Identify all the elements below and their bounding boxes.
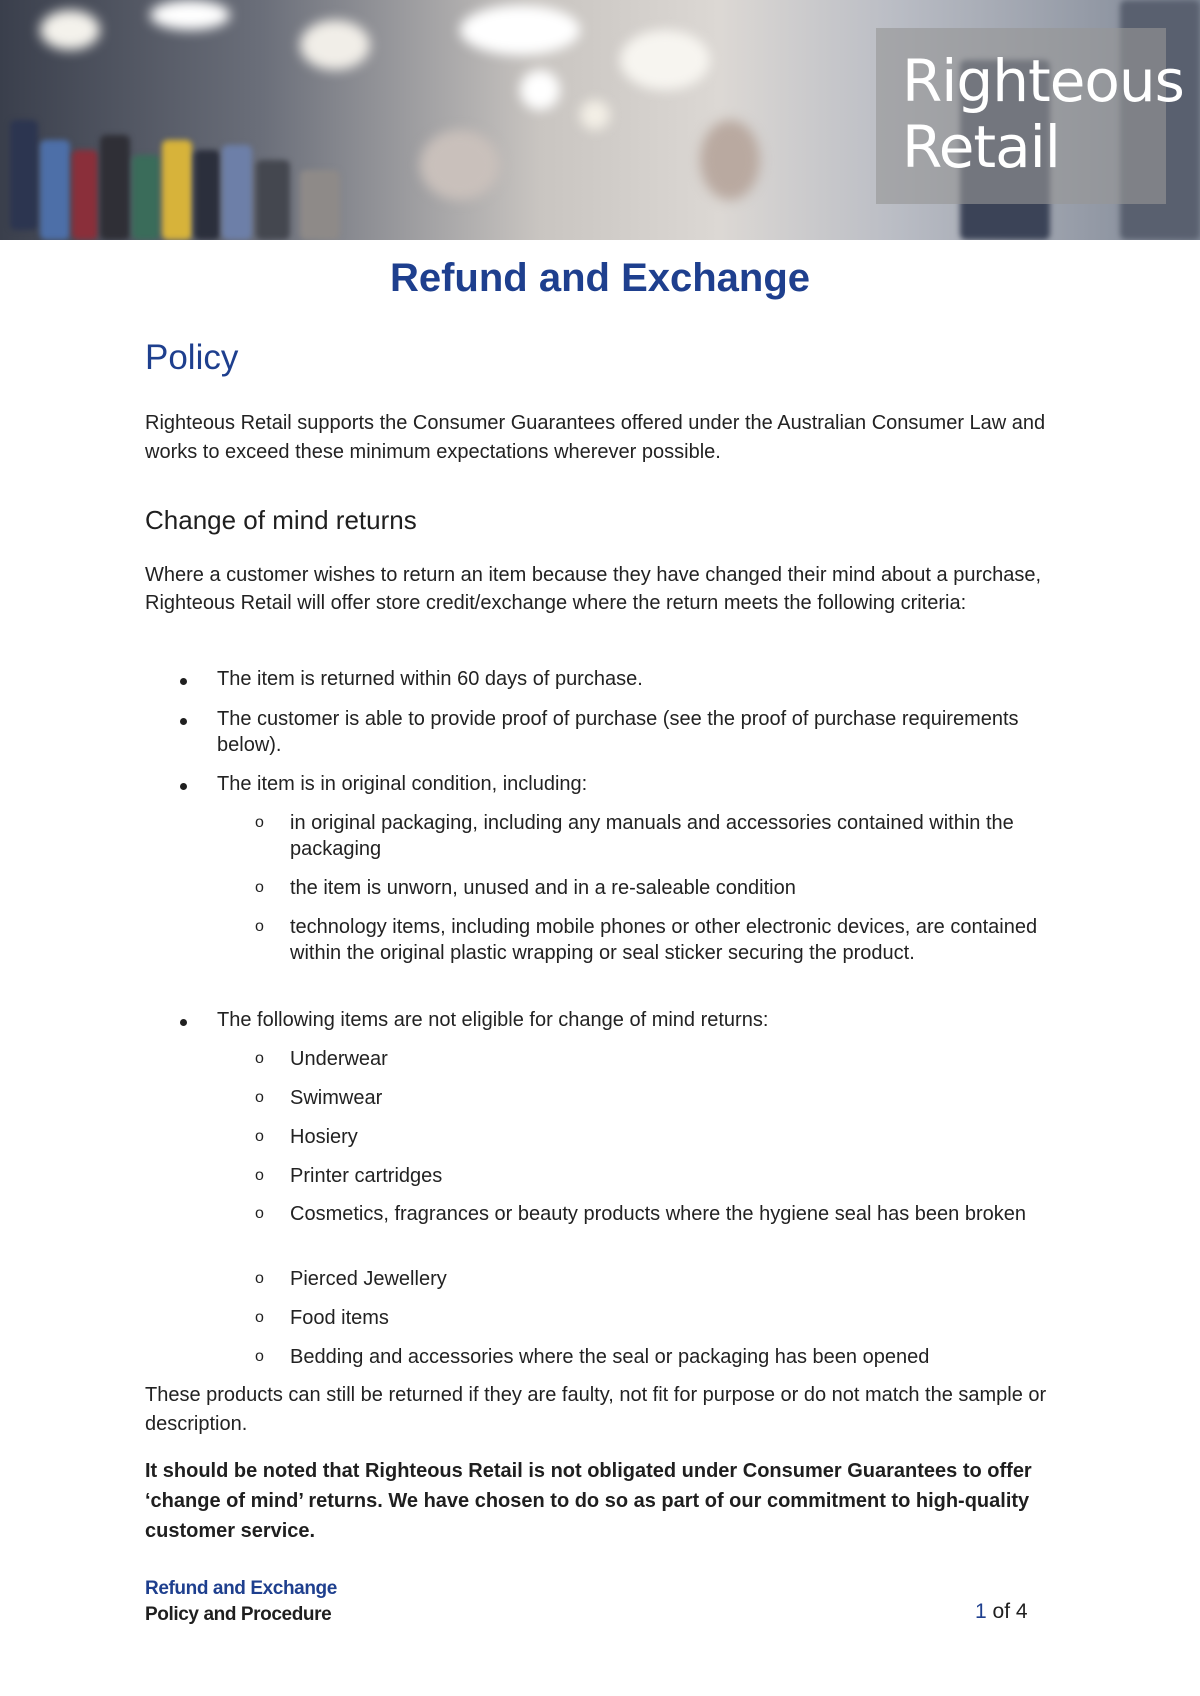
sub-list-item-text: Hosiery (290, 1126, 358, 1148)
page-current: 1 (975, 1600, 987, 1623)
sub-list-item (255, 1344, 1060, 1370)
list-item (180, 771, 1060, 797)
sub-list-item (255, 875, 1060, 901)
faulty-note-paragraph: These products can still be returned if they are faulty, not fit for purpose or do not match the sample or description. (145, 1384, 1047, 1435)
footer-title: Refund and Exchange (145, 1578, 337, 1599)
section-heading: Change of mind returns (145, 505, 417, 535)
sub-list-item (255, 1046, 1060, 1072)
brand-name-line2: Retail (902, 113, 1060, 181)
circle-bullet-icon: o (255, 1309, 264, 1326)
sub-list-item-text: Food items (290, 1307, 389, 1329)
list-item-text: The customer is able to provide proof of purchase (see the proof of purchase requirements below). (217, 708, 1019, 756)
list-item-text: The item is in original condition, including: (217, 773, 588, 795)
list-item (180, 706, 1060, 758)
sub-list-item (255, 1266, 1060, 1292)
sub-list-item-text: Bedding and accessories where the seal or packaging has been opened (290, 1346, 930, 1368)
circle-bullet-icon: o (255, 918, 264, 935)
footer-subtitle: Policy and Procedure (145, 1604, 332, 1625)
bullet-icon (180, 706, 210, 732)
section-intro-paragraph: Where a customer wishes to return an item because they have changed their mind about a purchase, Righteous Retail will offer store credit/exchange where the return meets the following criteria: (145, 564, 1042, 614)
bullet-icon (180, 666, 210, 692)
sub-list-item (255, 1201, 1060, 1227)
document-title: Refund and Exchange (389, 256, 811, 300)
circle-bullet-icon: o (255, 1050, 264, 1067)
sub-list-item (255, 810, 1060, 862)
sub-list-item-text: Printer cartridges (290, 1165, 443, 1187)
brand-name-line1: Righteous (902, 47, 1184, 115)
circle-bullet-icon: o (255, 814, 264, 831)
list-item (180, 666, 1060, 692)
sub-list-item-text: technology items, including mobile phones or other electronic devices, are contained within the original plastic wrapping or seal sticker securing the product. (290, 916, 1038, 964)
list-item (180, 1007, 1060, 1033)
sub-list-item-text: Swimwear (290, 1087, 383, 1109)
page-number (975, 1600, 1028, 1624)
brand-logo (876, 28, 1184, 204)
sub-list-item (255, 1124, 1060, 1150)
intro-paragraph: Righteous Retail supports the Consumer Guarantees offered under the Australian Consumer Law and works to exceed these minimum expectations wherever possible. (145, 412, 1046, 463)
sub-list-item (255, 1085, 1060, 1111)
circle-bullet-icon: o (255, 1089, 264, 1106)
sub-list-item-text: in original packaging, including any manuals and accessories contained within the packaging (290, 812, 1014, 860)
bullet-icon (180, 1007, 210, 1033)
header-banner-image (0, 0, 1200, 240)
policy-heading: Policy (145, 338, 239, 377)
circle-bullet-icon: o (255, 879, 264, 896)
sub-list-item (255, 1163, 1060, 1189)
circle-bullet-icon: o (255, 1128, 264, 1145)
sub-list-item-text: Pierced Jewellery (290, 1268, 447, 1290)
page-total: of 4 (992, 1600, 1028, 1623)
sub-list-item-text: Underwear (290, 1048, 388, 1070)
obligation-note: It should be noted that Righteous Retail is not obligated under Consumer Guarantees to offer ‘change of mind’ returns. We have chosen to do so as part of our commitment to high-quality customer service. (145, 1460, 1032, 1542)
sub-list-item-text: the item is unworn, unused and in a re-saleable condition (290, 877, 796, 899)
circle-bullet-icon: o (255, 1205, 264, 1222)
list-item-text: The following items are not eligible for change of mind returns: (217, 1009, 769, 1031)
sub-list-item (255, 914, 1060, 966)
sub-list-item (255, 1305, 1060, 1331)
circle-bullet-icon: o (255, 1270, 264, 1287)
sub-list-item-text: Cosmetics, fragrances or beauty products where the hygiene seal has been broken (290, 1203, 1026, 1225)
circle-bullet-icon: o (255, 1348, 264, 1365)
bullet-icon (180, 771, 210, 797)
list-item-text: The item is returned within 60 days of purchase. (217, 668, 643, 690)
circle-bullet-icon: o (255, 1167, 264, 1184)
